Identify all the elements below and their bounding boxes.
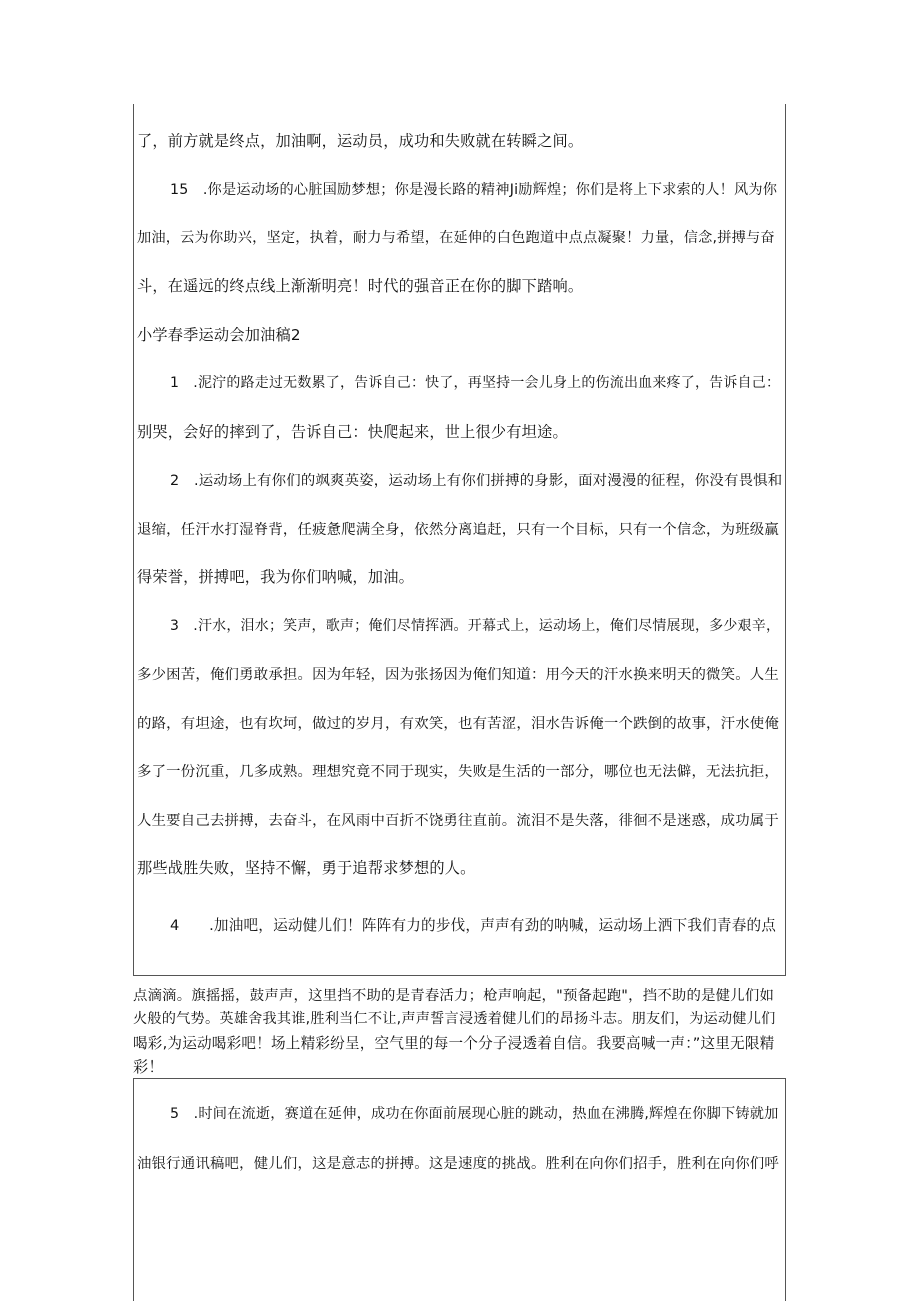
paragraph-line: 3 .汗水，泪水；笑声，歌声；俺们尽情挥洒。开幕式上，运动场上，俺们尽情展现，多少艰辛， <box>170 618 781 634</box>
paragraph-line: 4 .加油吧，运动健儿们！阵阵有力的步伐，声声有劲的呐喊，运动场上洒下我们青春的点 <box>170 917 777 934</box>
paragraph-line: 了，前方就是终点，加油啊，运动员，成功和失败就在转瞬之间。 <box>137 132 584 150</box>
section-heading: 小学春季运动会加油稿2 <box>137 326 301 344</box>
paragraph-line: 加油，云为你助兴，坚定，执着，耐力与希望，在延伸的白色跑道中点点凝聚！力量，信念,拼搏与奋 <box>137 230 775 246</box>
paragraph-line: 那些战胜失败，坚持不懈，勇于追帮求梦想的人。 <box>137 859 476 877</box>
paragraph-line: 5 .时间在流逝，赛道在延伸，成功在你面前展现心脏的跳动，热血在沸腾,辉煌在你脚下铸就加 <box>170 1106 779 1122</box>
paragraph-line: 的路，有坦途，也有坎坷，做过的岁月，有欢笑，也有苦涩，泪水告诉俺一个跌倒的故事，汗水使俺 <box>137 716 779 732</box>
paragraph-line: 多了一份沉重，几多成熟。理想究竟不同于现实，失败是生活的一部分，哪位也无法僻，无法抗拒， <box>137 764 779 780</box>
paragraph-line: 多少困苦，俺们勇敢承担。因为年轻，因为张扬因为俺们知道：用今天的汗水换来明天的微笑。人生 <box>137 667 779 683</box>
paragraph-line: 2 .运动场上有你们的飒爽英姿，运动场上有你们拼搏的身影，面对漫漫的征程，你没有畏惧和 <box>170 473 783 489</box>
paragraph-line: 别哭，会好的摔到了，告诉自己：快爬起来，世上很少有坦途。 <box>137 423 568 441</box>
paragraph-line: 喝彩,为运动喝彩吧！场上精彩纷呈，空气里的每一个分子浸透着自信。我要高喊一声：”这里无限精 <box>133 1035 775 1052</box>
paragraph-line: 人生要自己去拼搏，去奋斗，在风雨中百折不饶勇往直前。流泪不是失落，徘徊不是迷惑，成功属于 <box>137 813 779 829</box>
paragraph-line: 火般的气势。英雄舍我其谁,胜利当仁不让,声声誓言浸透着健儿们的昂扬斗志。朋友们，为运动健儿们 <box>133 1011 776 1027</box>
paragraph-line: 点滴滴。旗摇摇，鼓声声，这里挡不助的是青春活力；枪声响起，"预备起跑"，挡不助的是健儿们如 <box>133 988 775 1004</box>
paragraph-line: 1 .泥泞的路走过无数累了，告诉自己：快了，再坚持一会儿身上的伤流出血来疼了，告诉自己： <box>170 375 781 391</box>
paragraph-line: 15 .你是运动场的心脏国励梦想；你是漫长路的精神Ji励辉煌；你们是将上下求索的人！风为你 <box>170 182 778 198</box>
paragraph-line: 斗，在遥远的终点线上渐渐明亮！时代的强音正在你的脚下踏响。 <box>137 277 584 295</box>
paragraph-line: 退缩，任汗水打湿脊背，任疲惫爬满全身，依然分离追赶，只有一个目标，只有一个信念，为班级赢 <box>137 522 779 538</box>
paragraph-line: 油银行通讯稿吧，健儿们，这是意志的拼搏。这是速度的挑战。胜利在向你们招手，胜利在向你们呼 <box>137 1156 779 1172</box>
paragraph-line: 彩！ <box>133 1058 164 1076</box>
paragraph-line: 得荣誉，拼搏吧，我为你们呐喊，加油。 <box>137 568 414 586</box>
